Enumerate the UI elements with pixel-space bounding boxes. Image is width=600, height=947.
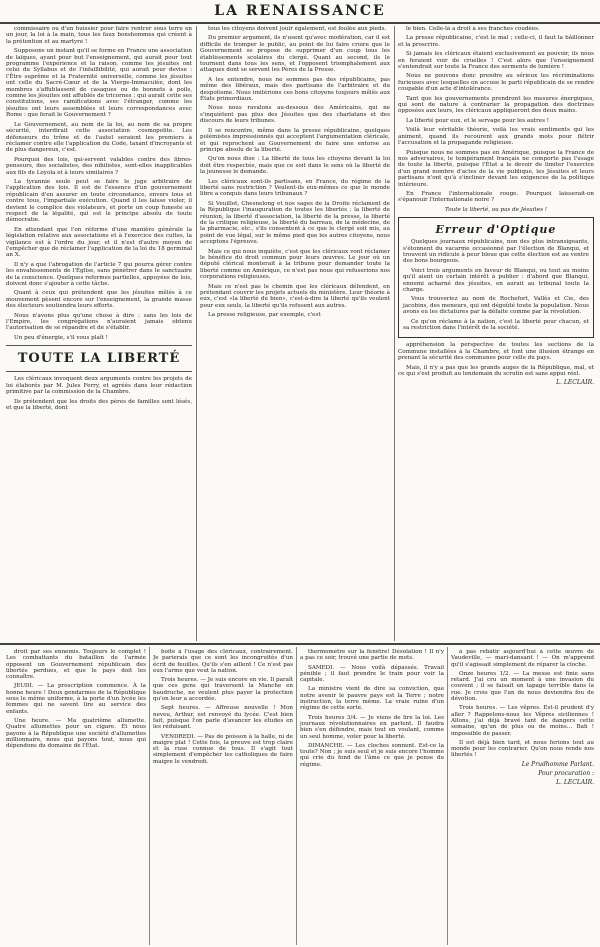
column-1 — [6, 26, 192, 641]
article-paragraph: La presse religieuse, par exemple, c'est — [208, 312, 321, 319]
article-paragraph: Supposons un instant qu'il se forme en France une association de laïques, ayant pour but l'enseignement, qui aurait pour tout programme l'expérience et la raison, comme les jésuites ont celui du Syllabus et de l'infaillibilité, qui aurait pour devise : l'Être suprême et la Fraternité universelle, comme les jésuites ont celle du Sacré-Cœur et de la Vierge-Immaculée, dont les membres s'affublassent de casaques ou de bonnets à poils, comme les jésuites ont affublés de tricornes ; qui aurait cette ses constitutions, ses ramifications avec l'étranger, comme les jésuites ont leurs assemblées et leurs correspondances avec Rome : que ferait le Gouvernement ? — [6, 48, 192, 119]
feuilleton-paragraph: Une heure. — Ma quatrième allumette. Quatre allumettes pour un cigare. Et nous payons à la République une société d'allumettes millionnaire, nous qui payons tout, nous qui dépendons du domaine de l'État. — [6, 717, 146, 750]
newspaper-title: LA RENAISSANCE — [214, 3, 386, 19]
article-paragraph: tous les citoyens doivent jouir également, est foulée aux pieds. — [208, 26, 387, 32]
feuilleton-signature: L. LECLAIR. — [556, 779, 594, 787]
article-paragraph: Qu'on nous dise : La liberté de tous les citoyens devant la loi doit être respectée, mais que ce soit dans le sens où la liberté de la jeunesse le demande. — [200, 156, 390, 176]
feuilleton-paragraph: Trois heures. — Je suis encore en vie. Il paraît que ces gens qui traversent la Manche en baudruche, ne veulent plus payer la protection qu'on leur a accordée. — [153, 677, 293, 703]
feuilleton-paragraph: La ministre vient de dire sa conviction, que notre avenir le pauvre pays est la Terre ; notre instruction, la terre même. La vraie ruine d'un régime de cette sorte. — [300, 686, 444, 712]
article-paragraph: Voici trois arguments en faveur de Blanqui, ou tout au moins qu'il aient un certain intérêt à publier : d'abord que Blanqui, ennemi acharné des jésuites, en aurait au tribunal toute la charge. — [403, 267, 589, 293]
article-paragraph: Nous n'avons plus qu'une chose à dire : sans les lois de l'Empire, les congrégations n'auraient jamais obtenu l'autorisation de se répandre et de s'établir. — [6, 312, 192, 332]
section-rule — [6, 345, 192, 346]
article-closing-line: Toute la liberté, ou pas de Jésuites ! — [444, 206, 547, 213]
article-paragraph: Il se rencontre, même dans la presse républicaine, quelques polémistes impressionnés qui acceptent l'argumentation cléricale, et qui reprochent au Gouvernement de faire une entorse au principe absolu de la liberté. — [200, 127, 390, 153]
article-paragraph: Si jamais les cléricaux étaient exclusivement au pouvoir, ils nous en feraient voir de cruelles ! C'est alors que l'enseignement s'entendrait sur toute la France des serments de lumière ! — [398, 51, 594, 71]
article-paragraph: La tyrannie seule peut se faire le juge arbitraire de l'application des lois. Il est de l'essence d'un gouvernement républicain d'en assurer en toute circonstance, envers tous et contre tous, l'impartiale exécution. Quand il les laisse violer, il devient le complice des violateurs, et porte un coup funeste au respect de la légalité, qui est le principe absolu de toute démocratie. — [6, 178, 192, 224]
column-divider — [296, 647, 297, 945]
article-paragraph: Voilà leur véritable théorie, voilà les vrais sentiments qui les animent, quand ils recourent aux grands mots pour flétrir l'accusation et la propagande religieuse. — [398, 127, 594, 147]
article-paragraph: Un peu d'énergie, s'il vous plaît ! — [14, 334, 108, 341]
feuilleton-signer-note: Pour procuration : — [538, 770, 594, 778]
feuilleton-column-1 — [6, 649, 146, 947]
article-paragraph: le bien. Celle-là a droit à ses franches coudées. — [406, 26, 540, 32]
article-paragraph: Puisque nous ne sommes pas en Amérique, puisque la France de nos adversaires, le tempérament français ne comporte pas l'usage de toute la liberté, puisque l'État a le devoir de limiter l'exercice d'un grand nombre d'actes de la vie publique, les Jésuites et leurs partisans n'ont qu'à s'incliner devant les exigences de la politique intérieure. — [398, 149, 594, 188]
section-rule — [6, 371, 192, 372]
article-paragraph: Ils prétendent que les droits des pères de familles sont lésés, et que la liberté, dont — [6, 398, 192, 411]
feuilleton-signer: Le Prudhomme Parlant. — [521, 760, 594, 768]
feuilleton-paragraph: JEUDI. — La proscription commence. À la bonne heure ! Deux gendarmes de la République sous le même uniforme, à la porte d'un lycée les femmes qui ne savent lire au service des enfants. — [6, 683, 146, 715]
masthead — [0, 0, 600, 24]
article-paragraph: Si Veuillot, Chesnelong et nos sages de la Droite réclament de la République l'inauguration de toutes les libertés : la liberté de réunion, la liberté d'association, la liberté de la presse, la liberté de la critique religieuse, la liberté du barreau, de la médecine, de la pharmacie, etc., s'ils consentent à ce que le clergé soit mis, au point de vue légal, sur le même pied que les autres citoyens, nous acceptons l'épreuve. — [200, 200, 390, 246]
feuilleton-paragraph: thermomètre sur la fenêtre! Désolation ! Il n'y a pas ce soir, trouvé une partie de mots. — [300, 649, 444, 662]
boxed-article-heading: Erreur d'Optique — [435, 223, 557, 237]
article-paragraph: La presse républicaine, c'est le mal ; celle-ci, il faut la bâillonner et la proscrire. — [398, 35, 594, 48]
article-paragraph: Pourquoi des lois, qui-servent valables contre des libres-penseurs, des socialistes, des nihilistes, sont-elles inapplicables aux fils de Loyola et à leurs similaires ? — [6, 156, 192, 176]
feuilleton-column-4 — [451, 649, 594, 947]
article-paragraph: Le Gouvernement, au nom de la loi, au nom de sa propre sécurité, interdirait cette association cosmopolite. Les défenseurs du trône et de l'autel seraient les premiers à réclamer contre elle l'application du Code, taxant d'incroyants et de plus dangereux, c'est. — [6, 121, 192, 154]
article-paragraph: La liberté pour eux, et le servage pour les autres ! — [406, 117, 549, 124]
article-paragraph: Tant que les gouvernements prendront les mesures énergiques, qui sont de nature à contrarier la propagation des doctrines opposées aux leurs, les cléricaux appliqueront des deux mains. — [398, 95, 594, 115]
column-2 — [200, 26, 390, 641]
feuilleton-section — [0, 643, 600, 947]
article-paragraph: Quelques journaux républicains, non des plus intransigeants, s'étonnent du vacarme occasionné par l'élection de Blanqui, et trouvent un ridicule à peur bleue que cette élection est au ventre des bons bourgeois. — [403, 239, 589, 265]
feuilleton-column-3 — [300, 649, 444, 947]
article-paragraph: Ce qu'on réclame à la nation, c'est la liberté pour chacun, et sa restriction dans l'intérêt de la société. — [403, 318, 589, 332]
feuilleton-paragraph: boîte à l'usage des cléricaux, contrairement. Je parierais que ce sont les incongruités d'un écrit de feuilles. Qu'ils s'en aillent ! Ce n'est pas eux l'arme que veut la nation. — [153, 649, 293, 674]
feuilleton-paragraph: VENDREDI. — Pas de poisson à la halle, ni de maigre plat ! Cette fois, la preuve est trop claire et la ruse connue de tous. Il s'agit tout simplement d'empêcher les catholiques de faire maigre le vendredi. — [153, 733, 293, 765]
article-paragraph: A les entendre, nous ne sommes pas des républicains, pas même des libéraux, mais des partisans de l'arbitraire et du despotisme. Nous imitérions ces bons citoyens toujours mêlés aux États primordiaux. — [200, 76, 390, 103]
article-paragraph: Mais ce qui nous inquiète, c'est que les cléricaux vont réclamer le bénéfice du droit commun pour leurs œuvres. Le jour où un député clérical monterait à la tribune pour demander toute la liberté comme en Amérique, ce n'est pas nous qui refuserions nos corporations religieuses. — [200, 248, 390, 281]
column-divider — [447, 647, 448, 945]
article-paragraph: Mais, il n'y a pas que les grands auges de la République, mal, et ce qui s'est produit au lendemain du scrutin est sans appui réel. — [398, 364, 594, 378]
feuilleton-paragraph: DIMANCHE. — Les cloches sonnent. Est-ce la toute? Non ; je suis seul et je suis encore l'homme qui crie du fond de l'âme ce que je pense du régime. — [300, 742, 444, 768]
feuilleton-paragraph: Il est déjà bien tard, et nous ferions tout au monde pour les contrarier. Qu'on nous rende nos libertés ! — [451, 739, 594, 759]
article-paragraph: Quant à ceux qui prétendent que les jésuites mêlés à ce mouvement pèsent encore sur l'enseignement, la grande masse des électeurs soutiendra leurs efforts. — [6, 290, 192, 310]
article-paragraph: appréhension la perspective de toutes les sections de la Commune installées à la Chambre, et font une illusion étrange en prenant la sécurité des communes pour celle du pays. — [398, 342, 594, 362]
feuilleton-paragraph: Trois heures 3/4. — Je viens de lire la loi. Les journaux révolutionnaires en parlent. Il faudra bien s'en défendre, mais tout en voulant, comme un seul homme, voter pour la liberté. — [300, 714, 444, 740]
article-paragraph: Vous trouveriez au nom de Rochefort, Vallès et Cie, des jacobins, des meneurs, qui ont dégoûté toute la population. Nous avons eu les dictatures par la défaite comme par la révolution. — [403, 296, 589, 316]
column-3 — [398, 26, 594, 641]
article-paragraph: Mais ce n'est pas le chemin que les cléricaux défendent, en prétendant couvrir les projets actuels du ministère. Leur théorie à eux, c'est «la liberté du bien», c'est-à-dire la liberté qu'ils veulent pour eux seuls, la liberté qu'ils refusent aux autres. — [200, 283, 390, 309]
article-paragraph: Du premier argument, ils n'usent qu'avec modération, car il est difficile de tromper le public, au point de lui faire croire que le Gouvernement se propose de supprimer d'un coup tous les établissements scolaires du clergé. Quant au second, ils le tournent dans tous les sens, et l'opposent triomphalement aux attaques dont se servent les Pères de la Presse. — [200, 35, 390, 74]
article-paragraph: commissaire ou d'un huissier pour faire rentrer sous terre en un jour, la loi à la main, tous les faux bonshommes qui créent à la prétention et au martyre ! — [6, 26, 192, 45]
article-paragraph: Les cléricaux invoquent deux arguments contre les projets de loi élaborés par M. Jules Ferry, et agréés dans leur rédaction primitive par la commission de la Chambre. — [6, 376, 192, 396]
article-paragraph: En attendant que l'on réforme d'une manière générale la législation relative aux associations et à l'exercice des cultes, la vigilance est à l'ordre du jour, et il n'est d'autre moyen de l'empêcher que de réclamer l'application de la loi du 18 germinal an X. — [6, 226, 192, 259]
boxed-article — [398, 217, 594, 338]
feuilleton-paragraph: à pas rebâtir aujourd'hui à cette œuvre de Vaudeville, — mari-dansant ! — On m'apprend qu'il s'agissait simplement de réparer la cloche. — [451, 649, 594, 668]
feuilleton-paragraph: SAMEDI. — Nous voilà dépassés. Travail pénible ; il faut prendre le train pour voir la capitale. — [300, 664, 444, 684]
feuilleton-paragraph: Sept heures. — Affreuse nouvelle ! Mon neveu, Arthur, est renvoyé du lycée. C'est bien fait, puisque l'on parle d'avancer les études en les réduisant. — [153, 705, 293, 731]
article-paragraph: Nous nous ravalons au-dessous des Américains, qui ne s'inquiètent pas plus des Jésuites que des charlatans et des discours de leurs tribunes. — [200, 105, 390, 125]
feuilleton-paragraph: droit par ses ennemis. Toujours le complet ! Les combattants du bataillon de l'armée opposent un Gouvernement républicain des libertés perdues, et que le pays doit les connaître. — [6, 649, 146, 681]
article-heading: TOUTE LA LIBERTÉ — [17, 351, 181, 367]
column-divider — [149, 647, 150, 945]
feuilleton-paragraph: Onze heures 1/2. — La messe est finie sans retard. J'ai cru un moment à une invasion du couvent ; il se faisait un tapage terrible dans la rue. Je crois que l'un de nous deviendra fou de dévotion. — [451, 670, 594, 703]
feuilleton-paragraph: Trois heures. — Les vêpres. Est-il prudent d'y aller ? Rappelons-nous les Vêpres siciliennes ! Allons, j'ai déjà bravé tant de dangers cette semaine, qu'un de plus ou de moins… Bah ! impossible de passer. — [451, 705, 594, 737]
article-paragraph: En France l'internationale rouge. Pourquoi laisserait-on s'épanouir l'internationale noire ? — [398, 190, 594, 204]
article-paragraph: Il n'y a que l'abrogation de l'article 7 qui pourra gérer contre les envahissements de l'Église, sans pénétrer dans le sanctuaire de la conscience. Quelques reformes partielles, appuyées de lois, doivent donc s'ajouter à cette tâche. — [6, 261, 192, 288]
article-signature: L. LECLAIR. — [556, 379, 594, 387]
article-paragraph: Nous ne pouvons donc prendre au sérieux les récriminations furieuses avec lesquelles on accuse le parti républicain de se rendre coupable d'un acte d'intolérance. — [398, 73, 594, 93]
feuilleton-column-2 — [153, 649, 293, 947]
article-paragraph: Les cléricaux sont-ils partisans, en France, du régime de la liberté sans restriction ? Veulent-ils eux-mêmes ce que le monde libre a conquis dans leurs tribunaux ? — [200, 178, 390, 198]
main-columns — [0, 26, 600, 641]
